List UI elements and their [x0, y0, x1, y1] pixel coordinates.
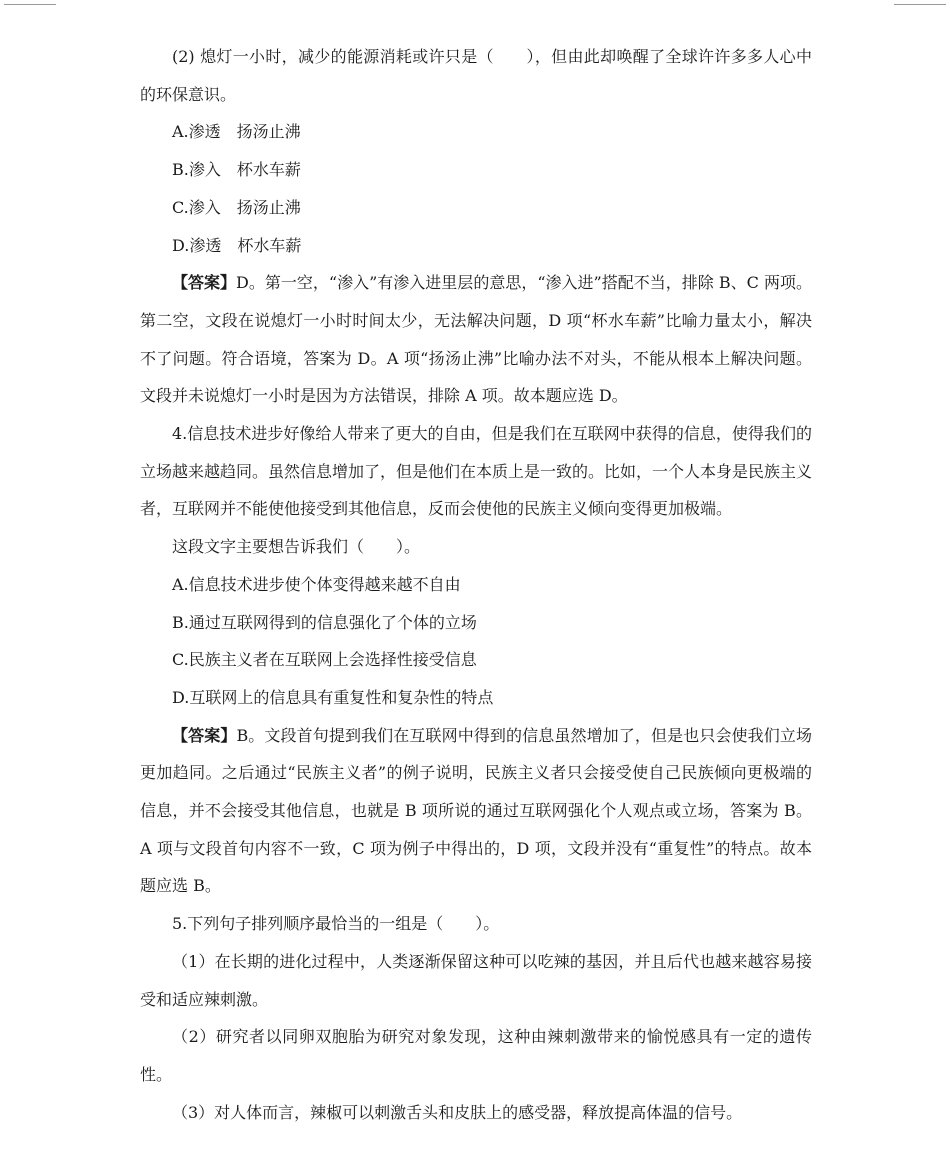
q4-option-c: C.民族主义者在互联网上会选择性接受信息 — [172, 650, 477, 670]
q4-option-b: B.通过互联网得到的信息强化了个体的立场 — [172, 612, 477, 632]
q4-question: 这段文字主要想告诉我们（ ）。 — [172, 537, 421, 557]
q5-sentence-2: （2）研究者以同卵双胞胎为研究对象发现，这种由辣刺激带来的愉悦感具有一定的遗传性。 — [140, 1027, 812, 1084]
header-rule-left — [4, 4, 56, 5]
q3-option-b: B.渗入 杯水车薪 — [172, 160, 301, 180]
q4-option-d: D.互联网上的信息具有重复性和复杂性的特点 — [172, 687, 494, 707]
q4-answer-tag: 【答案】 — [172, 725, 237, 745]
q4-answer-text: B。文段首句提到我们在互联网中得到的信息虽然增加了，但是也只会使我们立场更加趋同。之后通过“民族主义者”的例子说明，民族主义者只会接受使自己民族倾向更极端的信息，并不会接受其他信息，也就是 B 项所说的通过互联网强化个人观点或立场，答案为 B。A 项与文段首句内容不一致，C 项为例子中得出的，D 项，文段并没有“重复性”的特点。故本题应选 B。 — [140, 725, 812, 896]
q5-sentence-1: （1）在长期的进化过程中，人类逐渐保留这种可以吃辣的基因，并且后代也越来越容易接受和适应辣刺激。 — [140, 951, 812, 1009]
q4-stem: 4.信息技术进步好像给人带来了更大的自由，但是我们在互联网中获得的信息，使得我们的立场越来越趋同。虽然信息增加了，但是他们在本质上是一致的。比如，一个人本身是民族主义者，互联网并不能使他接受到其他信息，反而会使他的民族主义倾向变得更加极端。 — [140, 424, 813, 519]
q4-answer — [140, 717, 812, 906]
q4-option-a: A.信息技术进步使个体变得越来越不自由 — [172, 574, 461, 594]
q3-answer — [140, 264, 812, 415]
header-rule-right — [894, 4, 946, 5]
q5-sentence-3: （3）对人体而言，辣椒可以刺激舌头和皮肤上的感受器，释放提高体温的信号。 — [172, 1102, 743, 1122]
document-page — [140, 38, 812, 1131]
q3-option-d: D.渗透 杯水车薪 — [172, 235, 302, 255]
q5-stem: 5.下列句子排列顺序最恰当的一组是（ ）。 — [172, 914, 500, 934]
q3-answer-tag: 【答案】 — [172, 273, 237, 293]
q3-option-c: C.渗入 扬汤止沸 — [172, 197, 301, 217]
q3-part2-stem: (2) 熄灯一小时，减少的能源消耗或许只是（ ），但由此却唤醒了全球许许多多人心中的环保意识。 — [140, 47, 812, 104]
q3-answer-text: D。第一空，“渗入”有渗入进里层的意思，“渗入进”搭配不当，排除 B、C 两项。第二空，文段在说熄灯一小时时间太少，无法解决问题，D 项“杯水车薪”比喻力量太小，解决不了问题。符合语境，答案为 D。A 项“扬汤止沸”比喻办法不对头，不能从根本上解决问题。文段并未说熄灯一小时是因为方法错误，排除 A 项。故本题应选 D。 — [140, 273, 812, 406]
q3-option-a: A.渗透 扬汤止沸 — [172, 122, 301, 142]
